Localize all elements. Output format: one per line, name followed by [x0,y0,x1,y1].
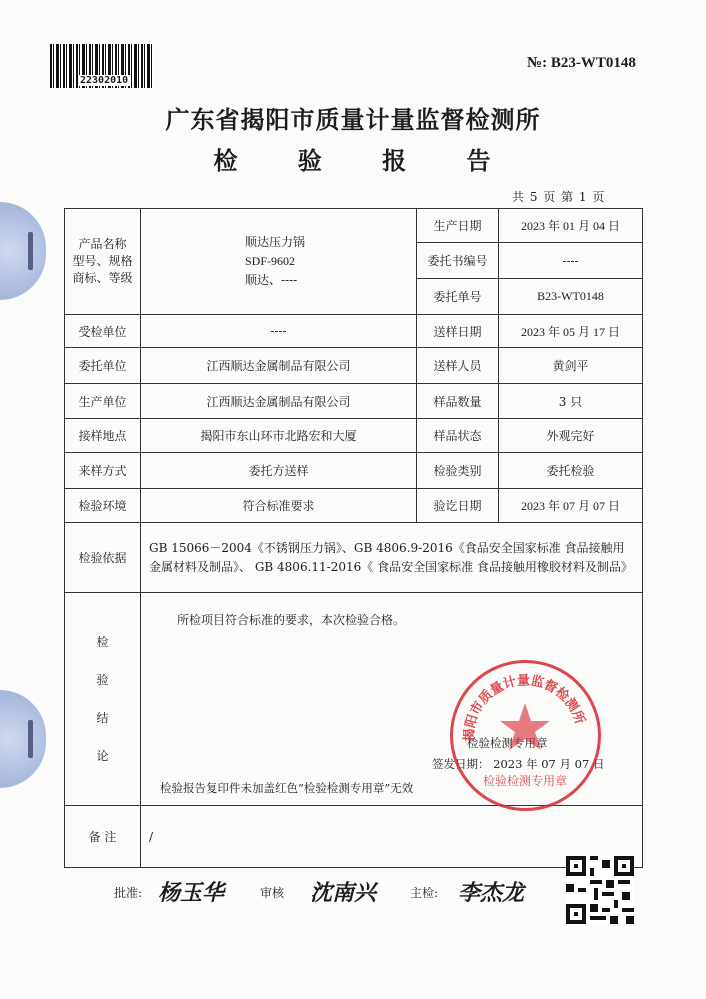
location-label: 接样地点 [65,419,141,453]
approve-signature: 杨玉华 [158,880,225,906]
inspected-unit: ---- [141,315,417,348]
env: 符合标准要求 [141,489,417,523]
page-count: 共 5 页 第 1 页 [512,190,605,204]
conclusion-label [65,593,141,806]
method: 委托方送样 [141,453,417,489]
conclusion-label-char: 检 [96,635,109,649]
product-label: 产品名称 型号、规格 商标、等级 [65,209,141,315]
commission-no: ---- [499,243,643,279]
category-label: 检验类别 [417,453,499,489]
report-number: №: B23-WT0148 [527,55,636,71]
send-date-label: 送样日期 [417,315,499,348]
category: 委托检验 [499,453,643,489]
sender: 黄剑平 [499,348,643,384]
stamp-caption: 检验检测专用章 [467,736,548,750]
official-red-seal [450,660,601,811]
product-model: SDF-9602 [245,254,296,268]
producer: 江西顺达金属制品有限公司 [141,384,417,419]
qty-label: 样品数量 [417,384,499,419]
basis-text: GB 15066－2004《不锈钢压力锅》、GB 4806.9-2016《食品安全国家标准 食品接触用金属材料及制品》、 GB 4806.11-2016《 食品安全国家标准 食品接触用橡胶材料及制品》 [141,523,643,593]
signature-row [114,876,574,910]
seal-star-icon [500,703,550,750]
review-signature: 沈南兴 [310,880,377,906]
report-title: 检 验 报 告 [213,146,517,175]
commission-no-label: 委托书编号 [417,243,499,279]
conclusion-text: 所检项目符合标准的要求，本次检验合格。 [177,613,406,627]
end-date-label: 验讫日期 [417,489,499,523]
qty: 3 只 [499,384,643,419]
main-label: 主检: [410,886,439,900]
location: 揭阳市东山环市北路宏和大厦 [141,419,417,453]
main-signature: 李杰龙 [458,880,525,906]
basis-label: 检验依据 [65,523,141,593]
remarks-label: 备 注 [65,806,141,868]
remarks: / [141,806,643,868]
prod-date-label: 生产日期 [417,209,499,243]
product-brand: 顺达、---- [245,273,298,287]
prod-date: 2023 年 01 月 04 日 [499,209,643,243]
conclusion-label-char: 验 [96,673,109,687]
disclaimer: 检验报告复印件未加盖红色“检验检测专用章”无效 [160,781,414,795]
approve-label: 批准: [114,886,143,900]
producer-label: 生产单位 [65,384,141,419]
review-label: 审核 [260,886,285,900]
state-label: 样品状态 [417,419,499,453]
end-date: 2023 年 07 月 07 日 [499,489,643,523]
seal-arc-text: 揭阳市质量计量监督检测所 [462,673,587,742]
institution-name: 广东省揭阳市质量计量监督检测所 [165,105,541,134]
method-label: 来样方式 [65,453,141,489]
order-no-label: 委托单号 [417,279,499,315]
conclusion-label-char: 论 [96,749,109,763]
sender-label: 送样人员 [417,348,499,384]
state: 外观完好 [499,419,643,453]
product-name: 顺达压力锅 [245,235,306,249]
inspected-unit-label: 受检单位 [65,315,141,348]
client: 江西顺达金属制品有限公司 [141,348,417,384]
order-no: B23-WT0148 [499,279,643,315]
barcode-number: 22302010 [80,75,129,86]
barcode [50,44,154,88]
send-date: 2023 年 05 月 17 日 [499,315,643,348]
issue-date: 签发日期： 2023 年 07 月 07 日 [432,757,605,771]
conclusion-label-char: 结 [96,711,109,725]
side-seal-bottom [0,690,46,788]
qr-code-icon [566,856,634,924]
env-label: 检验环境 [65,489,141,523]
side-seal-top [0,202,46,300]
seal-bottom-text: 检验检测专用章 [482,774,568,788]
client-label: 委托单位 [65,348,141,384]
